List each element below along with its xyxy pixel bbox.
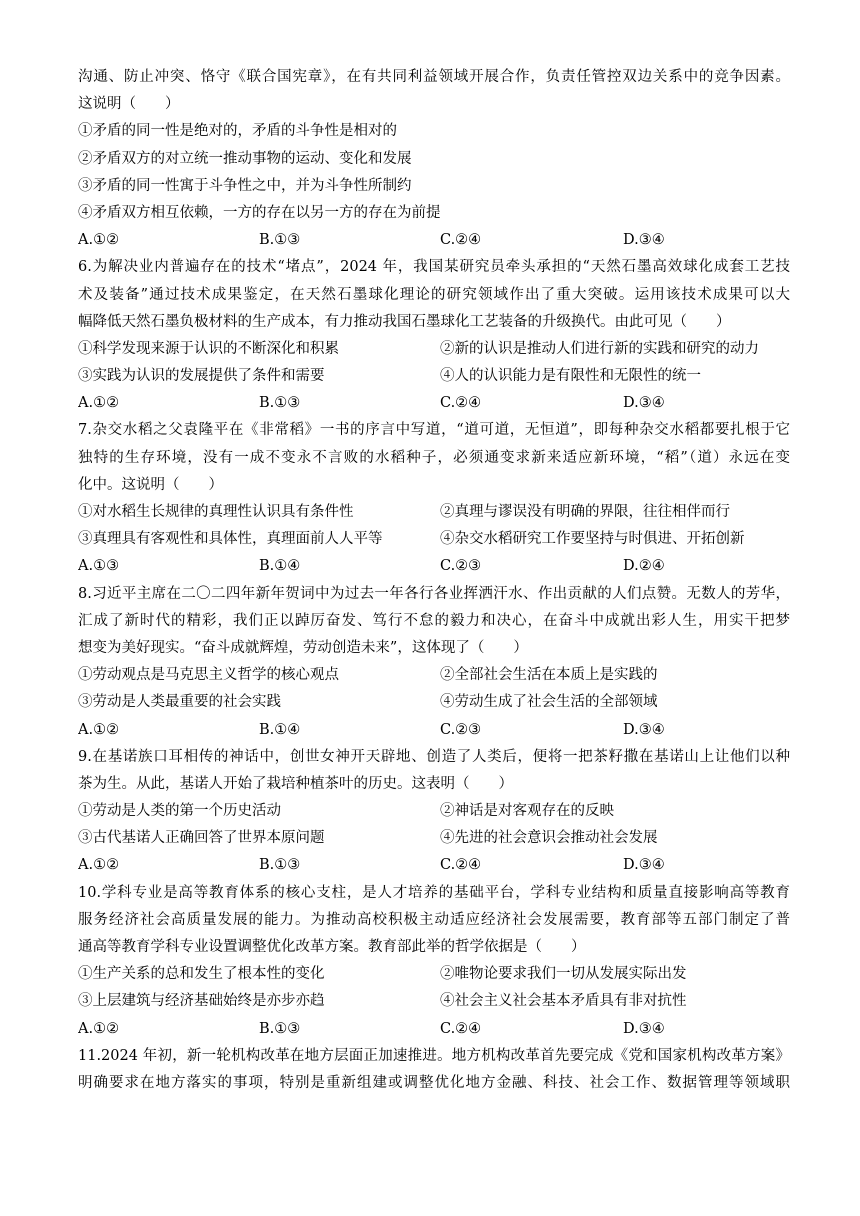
question-8: [78, 581, 790, 744]
answer-choices: [78, 1016, 790, 1043]
question-7: [78, 417, 790, 580]
exam-page: [78, 64, 790, 1097]
choice-b[interactable]: B.①③: [259, 232, 301, 249]
choice-a[interactable]: A.①②: [78, 232, 120, 249]
answer-choices: [78, 717, 790, 744]
choice-d[interactable]: D.②④: [623, 558, 665, 575]
choice-c[interactable]: C.②④: [440, 232, 482, 249]
question-stem-line: 术及装备”通过技术成果鉴定，在天然石墨球化理论的研究领域作出了重大突破。运用该技术成果可以大: [78, 286, 790, 303]
choice-c[interactable]: C.②③: [440, 558, 482, 575]
statement-row: [78, 825, 790, 852]
statement-option: ②全部社会生活在本质上是实践的: [440, 667, 658, 684]
statement-row: [78, 363, 790, 390]
choice-c[interactable]: C.②④: [440, 857, 482, 874]
choice-a[interactable]: A.①②: [78, 1020, 120, 1037]
answer-choices: [78, 227, 790, 254]
statement-row: [78, 499, 790, 526]
choice-c[interactable]: C.②④: [440, 1020, 482, 1037]
statement-option: ③古代基诺人正确回答了世界本原问题: [78, 830, 325, 847]
statement-option: ①科学发现来源于认识的不断深化和积累: [78, 340, 339, 357]
statement-option: ①劳动是人类的第一个历史活动: [78, 803, 281, 820]
statement-option: ④矛盾双方相互依赖，一方的存在以另一方的存在为前提: [78, 204, 441, 221]
statement-option: ②神话是对客观存在的反映: [440, 803, 614, 820]
question-stem-line: 服务经济社会高质量发展的能力。为推动高校积极主动适应经济社会发展需要，教育部等五部门制定了普: [78, 911, 790, 928]
choice-b[interactable]: B.①④: [259, 558, 301, 575]
question-stem-line: 9.在基诺族口耳相传的神话中，创世女神开天辟地、创造了人类后，便将一把茶籽撒在基诺山上让他们以种: [78, 748, 790, 765]
statement-option: ④劳动生成了社会生活的全部领域: [440, 694, 658, 711]
answer-choices: [78, 553, 790, 580]
question-stem-line: 化中。这说明（ ）: [78, 476, 223, 493]
question-stem-line: 沟通、防止冲突、恪守《联合国宪章》，在有共同利益领域开展合作，负责任管控双边关系中的竞争因素。: [78, 69, 790, 85]
question-stem-line: 想变为美好现实。“奋斗成就辉煌，劳动创造未来”，这体现了（ ）: [78, 639, 528, 656]
statement-option: ①对水稻生长规律的真理性认识具有条件性: [78, 504, 354, 520]
statement-row: [78, 526, 790, 553]
question-stem-line: 通高等教育学科专业设置调整优化改革方案。教育部此举的哲学依据是（ ）: [78, 939, 586, 955]
question-stem-line: 茶为生。从此，基诺人开始了栽培种植茶叶的历史。这表明（ ）: [78, 775, 513, 792]
choice-d[interactable]: D.③④: [623, 232, 665, 249]
statement-option: ③上层建筑与经济基础始终是亦步亦趋: [78, 993, 325, 1010]
statement-option: ③真理具有客观性和具体性，真理面前人人平等: [78, 531, 383, 548]
statement-row: [78, 689, 790, 716]
choice-b[interactable]: B.①③: [259, 857, 301, 874]
statement-option: ③劳动是人类最重要的社会实践: [78, 694, 281, 711]
choice-d[interactable]: D.③④: [623, 1020, 665, 1037]
question-6: [78, 254, 790, 417]
question-stem-line: 6.为解决业内普遍存在的技术“堵点”，2024 年，我国某研究员牵头承担的“天然石墨高效球化成套工艺技: [78, 259, 790, 276]
question-11: [78, 1043, 790, 1097]
choice-a[interactable]: A.①②: [78, 857, 120, 874]
question-10: [78, 880, 790, 1043]
choice-d[interactable]: D.③④: [623, 857, 665, 874]
statement-option: ②新的认识是推动人们进行新的实践和研究的动力: [440, 340, 759, 357]
choice-b[interactable]: B.①③: [259, 395, 301, 412]
answer-choices: [78, 390, 790, 417]
statement-option: ③实践为认识的发展提供了条件和需要: [78, 368, 325, 385]
statement-option: ②矛盾双方的对立统一推动事物的运动、变化和发展: [78, 150, 412, 167]
question-stem-line: 汇成了新时代的精彩，我们正以踔厉奋发、笃行不怠的毅力和决心，在奋斗中成就出彩人生，用实干把梦: [78, 612, 790, 629]
choice-a[interactable]: A.①③: [78, 558, 120, 575]
question-stem-line: 明确要求在地方落实的事项，特别是重新组建或调整优化地方金融、科技、社会工作、数据管理等领域职: [78, 1074, 790, 1091]
statement-row: [78, 961, 790, 988]
choice-a[interactable]: A.①②: [78, 721, 120, 738]
question-5-continued: [78, 64, 790, 254]
statement-option: ④杂交水稻研究工作要坚持与时俱进、开拓创新: [440, 531, 745, 548]
choice-d[interactable]: D.③④: [623, 721, 665, 738]
statement-row: [78, 988, 790, 1015]
statement-option: ②真理与谬误没有明确的界限，往往相伴而行: [440, 504, 730, 520]
question-stem-line: 7.杂交水稻之父袁隆平在《非常稻》一书的序言中写道，“道可道，无恒道”，即每种杂交水稻都要扎根于它: [78, 422, 790, 439]
question-stem-line: 独特的生存环境，没有一成不变永不言败的水稻种子，必须通变求新来适应新环境，“稻”（道）永远在变: [78, 449, 790, 466]
statement-option: ③矛盾的同一性寓于斗争性之中，并为斗争性所制约: [78, 177, 412, 194]
choice-b[interactable]: B.①③: [259, 1020, 301, 1037]
statement-option: ①矛盾的同一性是绝对的，矛盾的斗争性是相对的: [78, 123, 397, 140]
question-stem-line: 11.2024 年初，新一轮机构改革在地方层面正加速推进。地方机构改革首先要完成《党和国家机构改革方案》: [78, 1047, 790, 1064]
question-9: [78, 744, 790, 880]
choice-d[interactable]: D.③④: [623, 395, 665, 412]
question-stem-line: 10.学科专业是高等教育体系的核心支柱，是人才培养的基础平台，学科专业结构和质量直接影响高等教育: [78, 884, 790, 901]
statement-option: ②唯物论要求我们一切从发展实际出发: [440, 966, 687, 983]
statement-option: ④人的认识能力是有限性和无限性的统一: [440, 368, 701, 385]
statement-option: ④先进的社会意识会推动社会发展: [440, 830, 658, 847]
statement-option: ①劳动观点是马克思主义哲学的核心观点: [78, 667, 339, 684]
choice-b[interactable]: B.①④: [259, 721, 301, 738]
choice-a[interactable]: A.①②: [78, 395, 120, 412]
choice-c[interactable]: C.②④: [440, 395, 482, 412]
statement-option: ④社会主义社会基本矛盾具有非对抗性: [440, 993, 687, 1010]
question-stem-line: 幅降低天然石墨负极材料的生产成本，有力推动我国石墨球化工艺装备的升级换代。由此可见（ ）: [78, 313, 731, 330]
question-stem-line: 这说明（ ）: [78, 96, 180, 113]
statement-row: [78, 336, 790, 363]
question-stem-line: 8.习近平主席在二〇二四年新年贺词中为过去一年各行各业挥洒汗水、作出贡献的人们点赞。无数人的芳华，: [78, 585, 790, 602]
answer-choices: [78, 852, 790, 879]
statement-row: [78, 798, 790, 825]
statement-option: ①生产关系的总和发生了根本性的变化: [78, 966, 325, 983]
statement-row: [78, 662, 790, 689]
choice-c[interactable]: C.②③: [440, 721, 482, 738]
